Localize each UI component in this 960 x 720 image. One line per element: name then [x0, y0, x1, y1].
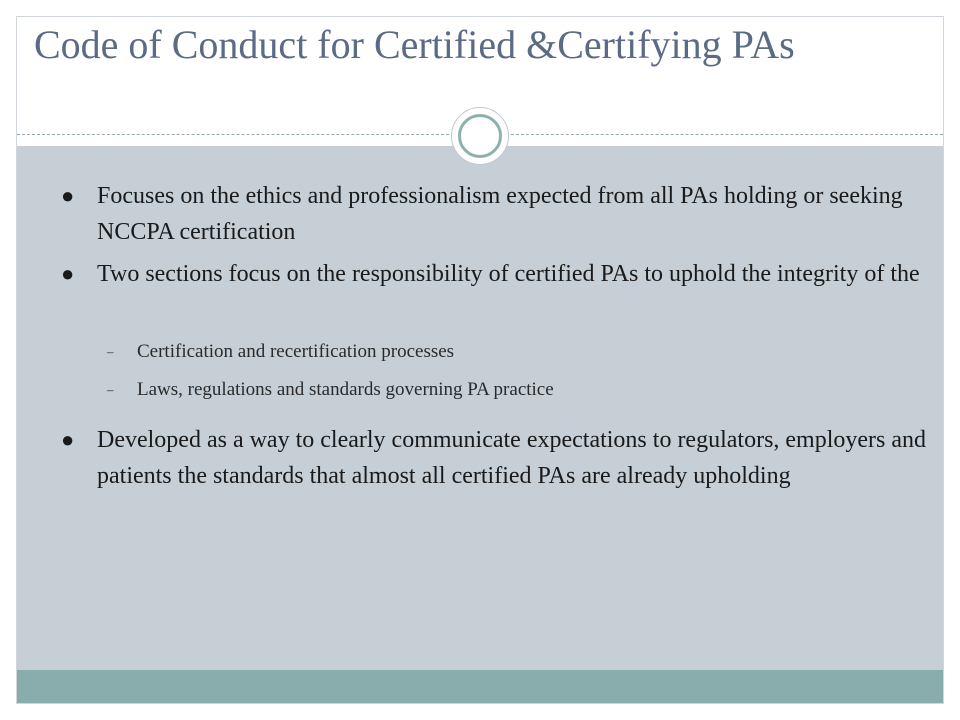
sub-bullet-text: Laws, regulations and standards governing PA practice: [137, 379, 554, 400]
bullet-text: Developed as a way to clearly communicate expectations to regulators, employers and patients the standards that almost all certified PAs are already upholding: [97, 427, 927, 489]
sub-bullet-item: [107, 378, 554, 402]
bullet-text: Focuses on the ethics and professionalism expected from all PAs holding or seeking NCCPA certification: [97, 183, 903, 245]
bullet-item: [61, 178, 947, 250]
ring-icon: [458, 114, 502, 158]
sub-bullet-text: Certification and recertification processes: [137, 341, 455, 362]
slide-title: Code of Conduct for Certified &Certifying PAs: [34, 22, 795, 67]
footer-bar: [17, 670, 943, 703]
dash-icon: –: [107, 382, 114, 397]
circle-ornament-icon: [451, 107, 509, 165]
sub-bullet-item: [107, 340, 455, 364]
content-panel: [17, 146, 943, 670]
bullet-item: [61, 256, 947, 292]
bullet-icon: ●: [61, 427, 75, 452]
bullet-item: [61, 422, 947, 494]
dash-icon: –: [107, 344, 114, 359]
bullet-icon: ●: [61, 183, 75, 208]
bullet-icon: ●: [61, 261, 75, 286]
bullet-text: Two sections focus on the responsibility of certified PAs to uphold the integrity of the: [97, 261, 920, 287]
